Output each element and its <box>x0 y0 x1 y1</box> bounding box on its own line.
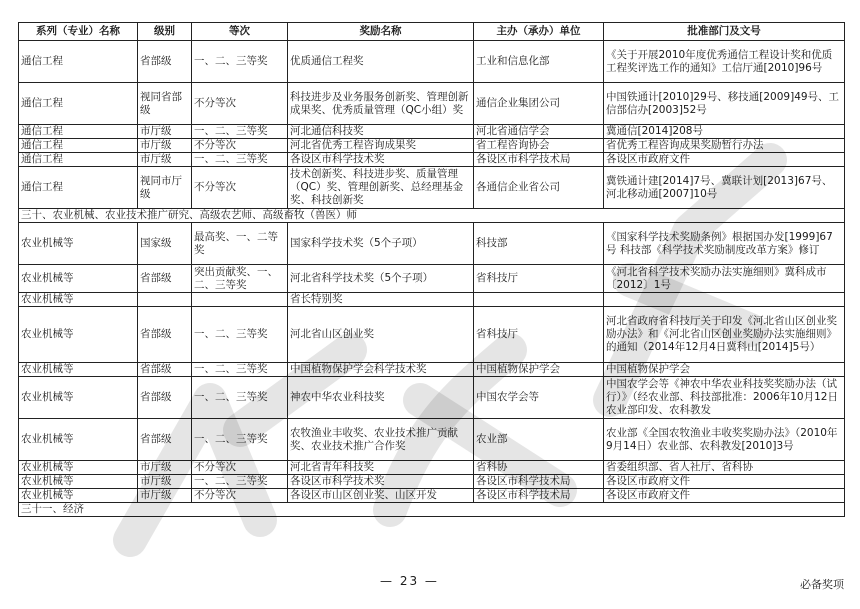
cell-grade: 一、二、三等奖 <box>192 153 288 167</box>
cell-approval: 冀铁通计建[2014]7号、冀联计划[2013]67号、河北移动通[2007]10号 <box>604 167 845 209</box>
cell-approval: 《关于开展2010年度优秀通信工程设计奖和优质工程奖评选工作的通知》工信厅通[2010]96号 <box>604 41 845 83</box>
cell-grade: 一、二、三等奖 <box>192 307 288 363</box>
cell-grade: 一、二、三等奖 <box>192 363 288 377</box>
cell-level <box>138 293 192 307</box>
cell-approval: 各设区市政府文件 <box>604 475 845 489</box>
cell-organizer: 省科技厅 <box>474 265 604 293</box>
cell-level: 市厅级 <box>138 461 192 475</box>
cell-level: 视同市厅级 <box>138 167 192 209</box>
cell-award: 优质通信工程奖 <box>288 41 474 83</box>
cell-approval: 各设区市政府文件 <box>604 153 845 167</box>
header-approval: 批准部门及文号 <box>604 23 845 41</box>
cell-approval: 农业部《全国农牧渔业丰收奖奖励办法》（2010年9月14日）农业部、农科教发[2010]3号 <box>604 419 845 461</box>
header-series: 系列（专业）名称 <box>19 23 138 41</box>
cell-series: 农业机械等 <box>19 461 138 475</box>
table-row <box>19 419 845 461</box>
cell-organizer: 工业和信息化部 <box>474 41 604 83</box>
cell-award: 河北省科学技术奖（5个子项） <box>288 265 474 293</box>
awards-table <box>18 22 845 517</box>
header-grade: 等次 <box>192 23 288 41</box>
cell-award: 河北省青年科技奖 <box>288 461 474 475</box>
cell-level: 市厅级 <box>138 153 192 167</box>
table-row <box>19 461 845 475</box>
table-row <box>19 475 845 489</box>
cell-approval: 各设区市政府文件 <box>604 489 845 503</box>
cell-organizer: 各设区市科学技术局 <box>474 153 604 167</box>
cell-grade: 一、二、三等奖 <box>192 41 288 83</box>
cell-level: 市厅级 <box>138 489 192 503</box>
cell-grade: 一、二、三等奖 <box>192 419 288 461</box>
cell-award: 国家科学技术奖（5个子项） <box>288 223 474 265</box>
cell-grade <box>192 293 288 307</box>
cell-level: 视同省部级 <box>138 83 192 125</box>
cell-level: 省部级 <box>138 419 192 461</box>
cell-approval: 省委组织部、省人社厅、省科协 <box>604 461 845 475</box>
cell-series: 通信工程 <box>19 153 138 167</box>
cell-series: 农业机械等 <box>19 307 138 363</box>
cell-series: 农业机械等 <box>19 265 138 293</box>
cell-award: 河北省优秀工程咨询成果奖 <box>288 139 474 153</box>
cell-award: 技术创新奖、科技进步奖、质量管理（QC）奖、管理创新奖、总经理基金奖、科技创新奖 <box>288 167 474 209</box>
cell-series: 农业机械等 <box>19 489 138 503</box>
cell-series: 通信工程 <box>19 167 138 209</box>
cell-series: 农业机械等 <box>19 293 138 307</box>
cell-grade: 一、二、三等奖 <box>192 377 288 419</box>
cell-level: 省部级 <box>138 377 192 419</box>
section-heading: 三十、农业机械、农业技术推广研究、高级农艺师、高级畜牧（兽医）师 <box>19 209 845 223</box>
table-row <box>19 293 845 307</box>
cell-organizer: 各通信企业省公司 <box>474 167 604 209</box>
table-row <box>19 363 845 377</box>
cell-level: 国家级 <box>138 223 192 265</box>
table-row <box>19 265 845 293</box>
cell-approval: 中国农学会等《神农中华农业科技奖奖励办法（试行）》（经农业部、科技部批准：2006年10月12日农业部印发、农科教发 <box>604 377 845 419</box>
section-heading: 三十一、经济 <box>19 503 845 517</box>
table-row <box>19 223 845 265</box>
cell-organizer: 中国植物保护学会 <box>474 363 604 377</box>
cell-approval: 中国铁通计[2010]29号、移技通[2009]49号、工信部信办[2003]52号 <box>604 83 845 125</box>
cell-organizer: 农业部 <box>474 419 604 461</box>
cell-series: 通信工程 <box>19 83 138 125</box>
cell-approval: 省优秀工程咨询成果奖励暂行办法 <box>604 139 845 153</box>
page-number: — 23 — <box>380 574 439 588</box>
table-row <box>19 167 845 209</box>
cell-level: 省部级 <box>138 363 192 377</box>
header-award: 奖励名称 <box>288 23 474 41</box>
table-row <box>19 41 845 83</box>
cell-award: 河北通信科技奖 <box>288 125 474 139</box>
cell-grade: 一、二、三等奖 <box>192 475 288 489</box>
cell-organizer: 科技部 <box>474 223 604 265</box>
cell-award: 各设区市科学技术奖 <box>288 153 474 167</box>
cell-award: 科技进步及业务服务创新奖、管理创新成果奖、优秀质量管理（QC小组）奖 <box>288 83 474 125</box>
cell-grade: 一、二、三等奖 <box>192 125 288 139</box>
table-row <box>19 377 845 419</box>
cell-organizer <box>474 293 604 307</box>
table-row <box>19 125 845 139</box>
section-row <box>19 209 845 223</box>
cell-organizer: 中国农学会等 <box>474 377 604 419</box>
cell-grade: 不分等次 <box>192 139 288 153</box>
cell-approval: 《国家科学技术奖励条例》根据国办发[1999]67号 科技部《科学技术奖励制度改革方案》修订 <box>604 223 845 265</box>
cell-level: 市厅级 <box>138 125 192 139</box>
cell-level: 省部级 <box>138 41 192 83</box>
cell-organizer: 省工程咨询协会 <box>474 139 604 153</box>
cell-grade: 不分等次 <box>192 489 288 503</box>
cell-level: 省部级 <box>138 265 192 293</box>
cell-grade: 不分等次 <box>192 461 288 475</box>
table-row <box>19 83 845 125</box>
cell-series: 通信工程 <box>19 125 138 139</box>
cell-grade: 不分等次 <box>192 167 288 209</box>
table-row <box>19 307 845 363</box>
table-header-row <box>19 23 845 41</box>
cell-series: 农业机械等 <box>19 419 138 461</box>
cell-approval: 中国植物保护学会 <box>604 363 845 377</box>
cell-award: 各设区市山区创业奖、山区开发 <box>288 489 474 503</box>
cell-award: 中国植物保护学会科学技术奖 <box>288 363 474 377</box>
cell-award: 河北省山区创业奖 <box>288 307 474 363</box>
cell-organizer: 省科协 <box>474 461 604 475</box>
cell-award: 神农中华农业科技奖 <box>288 377 474 419</box>
section-row <box>19 503 845 517</box>
cell-series: 通信工程 <box>19 139 138 153</box>
cell-approval: 冀通信[2014]208号 <box>604 125 845 139</box>
table-row <box>19 489 845 503</box>
cell-series: 农业机械等 <box>19 223 138 265</box>
cell-award: 农牧渔业丰收奖、农业技术推广贡献奖、农业技术推广合作奖 <box>288 419 474 461</box>
cell-organizer: 通信企业集团公司 <box>474 83 604 125</box>
cell-award: 各设区市科学技术奖 <box>288 475 474 489</box>
cell-grade: 不分等次 <box>192 83 288 125</box>
cell-organizer: 河北省通信学会 <box>474 125 604 139</box>
cell-approval <box>604 293 845 307</box>
header-organizer: 主办（承办）单位 <box>474 23 604 41</box>
cell-grade: 最高奖、一、二等奖 <box>192 223 288 265</box>
table-row <box>19 139 845 153</box>
table-row <box>19 153 845 167</box>
header-level: 级别 <box>138 23 192 41</box>
cell-grade: 突出贡献奖、一、二、三等奖 <box>192 265 288 293</box>
cell-organizer: 各设区市科学技术局 <box>474 475 604 489</box>
footer-tag: 必备奖项 <box>800 578 844 591</box>
cell-series: 通信工程 <box>19 41 138 83</box>
cell-level: 市厅级 <box>138 475 192 489</box>
cell-level: 市厅级 <box>138 139 192 153</box>
cell-series: 农业机械等 <box>19 377 138 419</box>
cell-award: 省长特别奖 <box>288 293 474 307</box>
cell-organizer: 各设区市科学技术局 <box>474 489 604 503</box>
cell-level: 省部级 <box>138 307 192 363</box>
cell-organizer: 省科技厅 <box>474 307 604 363</box>
cell-series: 农业机械等 <box>19 363 138 377</box>
cell-approval: 河北省政府省科技厅关于印发《河北省山区创业奖励办法》和《河北省山区创业奖励办法实施细则》的通知（2014年12月4日冀科山[2014]5号） <box>604 307 845 363</box>
cell-series: 农业机械等 <box>19 475 138 489</box>
cell-approval: 《河北省科学技术奖励办法实施细则》冀科成市〔2012〕1号 <box>604 265 845 293</box>
